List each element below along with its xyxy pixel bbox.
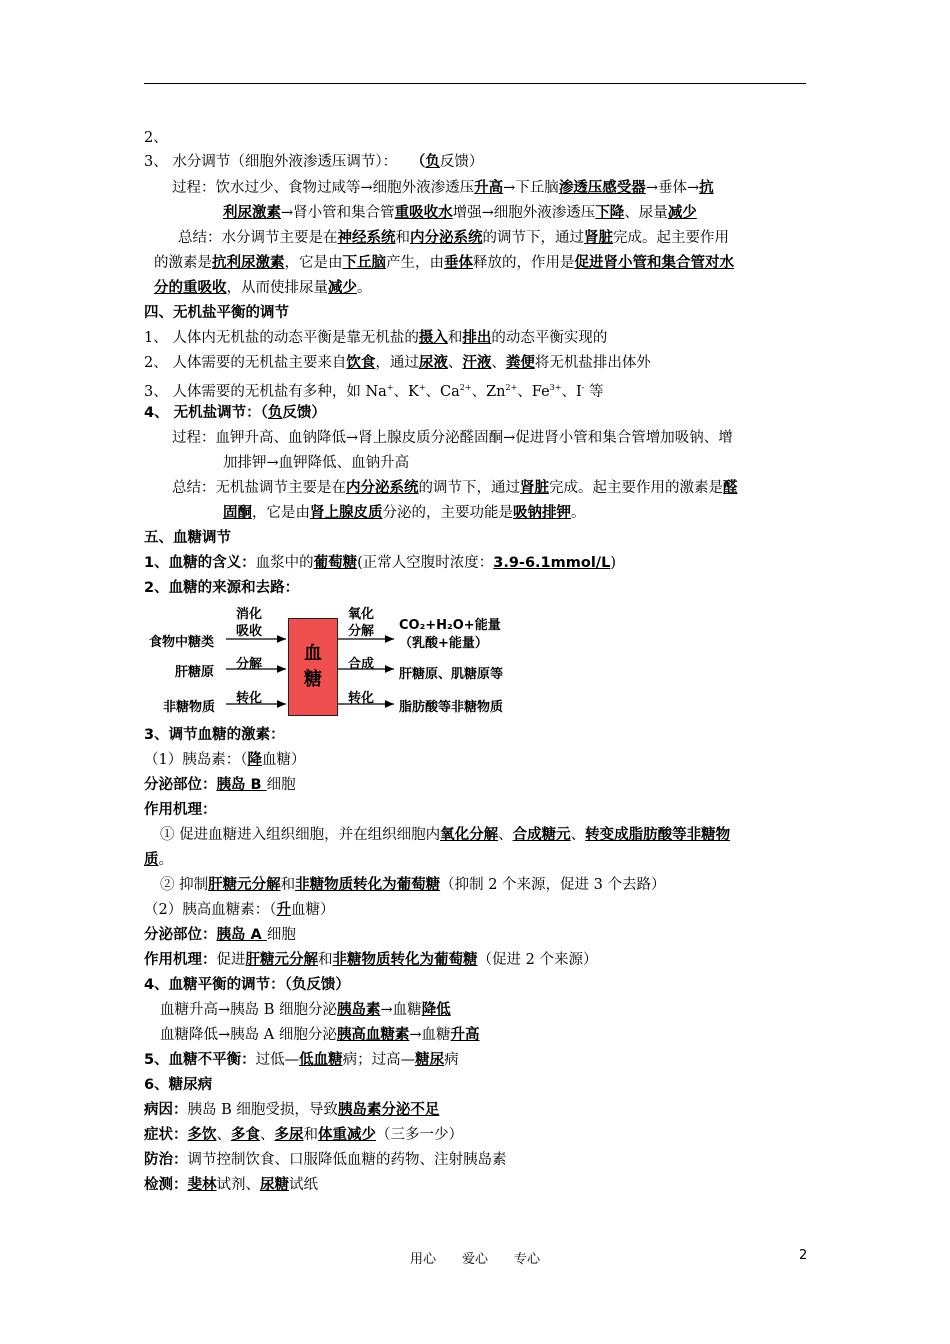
mineral-process-line2: 加排钾→血钾降低、血钠升高 — [223, 455, 410, 471]
label-synthesize: 合成 — [348, 657, 375, 672]
diabetes-detection: 检测：斐林试剂、尿糖试纸 — [144, 1177, 318, 1193]
insulin-mechanism-1-cont: 质。 — [144, 852, 173, 868]
page-footer: 用心 爱心 专心 — [409, 1252, 540, 1267]
balance-high: 血糖升高→胰岛 B 细胞分泌胰岛素→血糖降低 — [160, 1002, 451, 1018]
insulin-heading: （1）胰岛素：（降血糖） — [144, 752, 306, 768]
balance-heading: 4、血糖平衡的调节：（负反馈） — [144, 977, 350, 993]
page-number: 2 — [799, 1248, 808, 1263]
glucagon-source: 分泌部位：胰岛 A 细胞 — [144, 927, 296, 943]
water-summary-line1: 总结：水分调节主要是在神经系统和内分泌系统的调节下，通过肾脏完成。起主要作用 — [178, 230, 729, 246]
water-process-line2: 利尿激素→肾小管和集合管重吸收水增强→细胞外液渗透压下降、尿量减少 — [223, 205, 697, 221]
label-digest: 消化 — [236, 607, 263, 622]
sink-co2-water-energy: CO₂+H₂O+能量 — [399, 618, 501, 633]
water-summary-line2: 的激素是抗利尿激素，它是由下丘脑产生，由垂体释放的，作用是促进肾小管和集合管对水 — [154, 255, 734, 271]
insulin-mechanism-1: ① 促进血糖进入组织细胞，并在组织细胞内氧化分解、合成糖元、转变成脂肪酸等非糖物 — [160, 827, 731, 843]
glucose-definition: 1、血糖的含义：血浆中的葡萄糖(正常人空腹时浓度：3.9-6.1mmol/L) — [144, 555, 616, 571]
label-decompose: 分解 — [236, 657, 263, 672]
hormones-heading: 3、调节血糖的激素： — [144, 727, 285, 743]
mineral-item-4: 4、 无机盐调节：（负反馈） — [144, 405, 326, 421]
blood-glucose-box: 血 糖 — [288, 618, 338, 716]
sink-fatty-acid: 脂肪酸等非糖物质 — [399, 700, 504, 715]
mineral-summary-line2: 固酮，它是由肾上腺皮质分泌的，主要功能是吸钠排钾。 — [223, 505, 586, 521]
insulin-source: 分泌部位：胰岛 B 细胞 — [144, 777, 296, 793]
mineral-process-line1: 过程：血钾升高、血钠降低→肾上腺皮质分泌醛固酮→促进肾小管和集合管增加吸钠、增 — [172, 430, 733, 446]
diabetes-heading: 6、糖尿病 — [144, 1077, 213, 1093]
mineral-item-1: 1、 人体内无机盐的动态平衡是靠无机盐的摄入和排出的动态平衡实现的 — [144, 330, 608, 346]
sink-glycogen: 肝糖原、肌糖原等 — [399, 667, 504, 682]
source-food-sugar: 食物中糖类 — [149, 635, 215, 650]
label-absorb: 吸收 — [236, 624, 263, 639]
label-convert-in: 转化 — [236, 691, 263, 706]
section-4-heading: 四、无机盐平衡的调节 — [144, 305, 289, 321]
insulin-mechanism-2: ② 抑制肝糖元分解和非糖物质转化为葡萄糖（抑制 2 个来源，促进 3 个去路） — [160, 877, 666, 893]
diabetes-treatment: 防治：调节控制饮食、口服降低血糖的药物、注射胰岛素 — [144, 1152, 507, 1168]
item-2: 2、 — [144, 130, 168, 146]
glucagon-heading: （2）胰高血糖素：（升血糖） — [144, 902, 335, 918]
imbalance: 5、血糖不平衡：过低—低血糖病；过高—糖尿病 — [144, 1052, 459, 1068]
label-convert-out: 转化 — [348, 691, 375, 706]
diabetes-symptoms: 症状：多饮、多食、多尿和体重减少（三多一少） — [144, 1127, 463, 1143]
water-summary-line3: 分的重吸收，从而使排尿量减少。 — [154, 280, 372, 296]
label-decompose-out: 分解 — [348, 624, 375, 639]
mineral-item-3: 3、 人体需要的无机盐有多种，如 Na+、K+、$Ca^{2+}$、$Zn^{2+}$、$Fe^{3+}$、I- 等 — [144, 383, 604, 400]
mineral-summary-line1: 总结：无机盐调节主要是在内分泌系统的调节下，通过肾脏完成。起主要作用的激素是醛 — [172, 480, 738, 496]
mineral-item-2: 2、 人体需要的无机盐主要来自饮食，通过尿液、汗液、粪便将无机盐排出体外 — [144, 355, 651, 371]
glucagon-mechanism: 作用机理：促进肝糖元分解和非糖物质转化为葡萄糖（促进 2 个来源） — [144, 952, 598, 968]
diabetes-cause: 病因：胰岛 B 细胞受损，导致胰岛素分泌不足 — [144, 1102, 440, 1118]
glucose-sources-heading: 2、血糖的来源和去路： — [144, 580, 300, 596]
source-liver-glycogen: 肝糖原 — [175, 665, 215, 680]
mechanism-heading: 作用机理： — [144, 802, 217, 818]
source-non-sugar: 非糖物质 — [163, 700, 216, 715]
water-regulation-heading: 3、 水分调节（细胞外液渗透压调节）： （负反馈） — [144, 154, 484, 170]
balance-low: 血糖降低→胰岛 A 细胞分泌胰高血糖素→血糖升高 — [160, 1027, 480, 1043]
section-5-heading: 五、血糖调节 — [144, 530, 231, 546]
label-oxidize: 氧化 — [348, 607, 375, 622]
water-process-line1: 过程：饮水过少、食物过咸等→细胞外液渗透压升高→下丘脑渗透压感受器→垂体→抗 — [172, 180, 714, 196]
sink-lactic-energy: （乳酸+能量） — [399, 636, 488, 651]
